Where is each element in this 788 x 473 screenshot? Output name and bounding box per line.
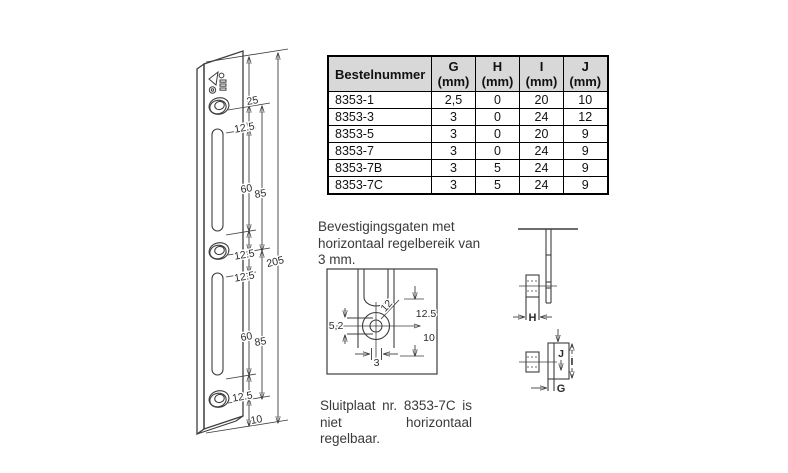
dim-label-h: H [528, 312, 537, 324]
cell-bestelnummer: 8353-7 [328, 143, 432, 160]
col-header-i: I (mm) [520, 56, 564, 92]
hole-middle [207, 241, 230, 262]
hole-top [207, 96, 230, 117]
cell-j: 9 [564, 143, 608, 160]
dim-label: 10 [423, 332, 435, 344]
dim-label: 3 [373, 357, 380, 369]
dim-label: 25 [245, 94, 260, 108]
cell-i: 20 [520, 92, 564, 109]
dim-label: 12.5 [233, 269, 256, 285]
section-h [513, 229, 578, 324]
dim-label: 10 [249, 413, 264, 427]
cell-bestelnummer: 8353-5 [328, 126, 432, 143]
cell-i: 24 [520, 177, 564, 195]
cell-g: 3 [432, 143, 476, 160]
dimension-lines [249, 53, 278, 426]
dim-label: 12.5 [233, 120, 256, 136]
cell-j: 9 [564, 126, 608, 143]
note-adjustable-holes: Bevestigingsgaten met horizontaal regelbereik van 3 mm. [318, 219, 481, 267]
dim-label: 205 [265, 254, 286, 271]
col-header-h: H (mm) [476, 56, 520, 92]
table-row [328, 143, 608, 160]
dim-label: 85 [253, 335, 268, 349]
cell-i: 20 [520, 126, 564, 143]
cell-h: 0 [476, 109, 520, 126]
cell-bestelnummer: 8353-7B [328, 160, 432, 177]
detail-frame [327, 269, 437, 374]
col-header-bestelnummer: Bestelnummer [328, 56, 432, 92]
slot-bottom [212, 273, 223, 375]
cell-h: 0 [476, 126, 520, 143]
note-fixed-plate: Sluitplaat nr. 8353-7C is niet horizontaal regelbaar. [320, 398, 472, 446]
dim-label: 12.5 [415, 308, 437, 320]
table-row [328, 109, 608, 126]
table-row [328, 177, 608, 195]
cell-bestelnummer: 8353-7C [328, 177, 432, 195]
spec-table [327, 55, 609, 195]
cell-g: 2,5 [432, 92, 476, 109]
dim-label-i: I [570, 356, 574, 368]
cell-g: 3 [432, 177, 476, 195]
brand-mark [209, 72, 226, 93]
table-row [328, 92, 608, 109]
cell-i: 24 [520, 109, 564, 126]
cell-j: 9 [564, 160, 608, 177]
plate-side-face [197, 64, 204, 434]
cell-g: 3 [432, 126, 476, 143]
dim-label: 12.5 [233, 247, 256, 263]
hole-bottom [207, 389, 230, 410]
cell-j: 9 [564, 177, 608, 195]
cell-g: 3 [432, 109, 476, 126]
dim-label-g: G [556, 383, 566, 395]
dim-label: 5,2 [328, 320, 344, 332]
cell-i: 24 [520, 143, 564, 160]
detail-right-dims [400, 286, 424, 356]
cell-j: 10 [564, 92, 608, 109]
strike-plate-drawing [170, 10, 305, 470]
cell-h: 5 [476, 177, 520, 195]
cell-i: 24 [520, 160, 564, 177]
table-row [328, 126, 608, 143]
cell-g: 3 [432, 160, 476, 177]
cell-h: 5 [476, 160, 520, 177]
mounting-hole-detail-drawing [322, 264, 447, 379]
dim-label: 85 [253, 187, 268, 201]
section-jig [519, 329, 574, 395]
dim-label: 60 [239, 330, 254, 344]
cell-j: 12 [564, 109, 608, 126]
table-row [328, 160, 608, 177]
table-header-row [328, 56, 608, 92]
dim-label: 12 [378, 297, 396, 315]
col-header-g: G (mm) [432, 56, 476, 92]
cell-h: 0 [476, 92, 520, 109]
detail-centerlines [336, 302, 420, 360]
section-drawings [505, 215, 600, 410]
dim-label: 60 [239, 182, 254, 196]
dim-label-j: J [558, 348, 564, 360]
slot-top [212, 129, 223, 231]
cell-bestelnummer: 8353-3 [328, 109, 432, 126]
cell-bestelnummer: 8353-1 [328, 92, 432, 109]
col-header-j: J (mm) [564, 56, 608, 92]
dim-label: 12.5 [231, 389, 254, 405]
cell-h: 0 [476, 143, 520, 160]
